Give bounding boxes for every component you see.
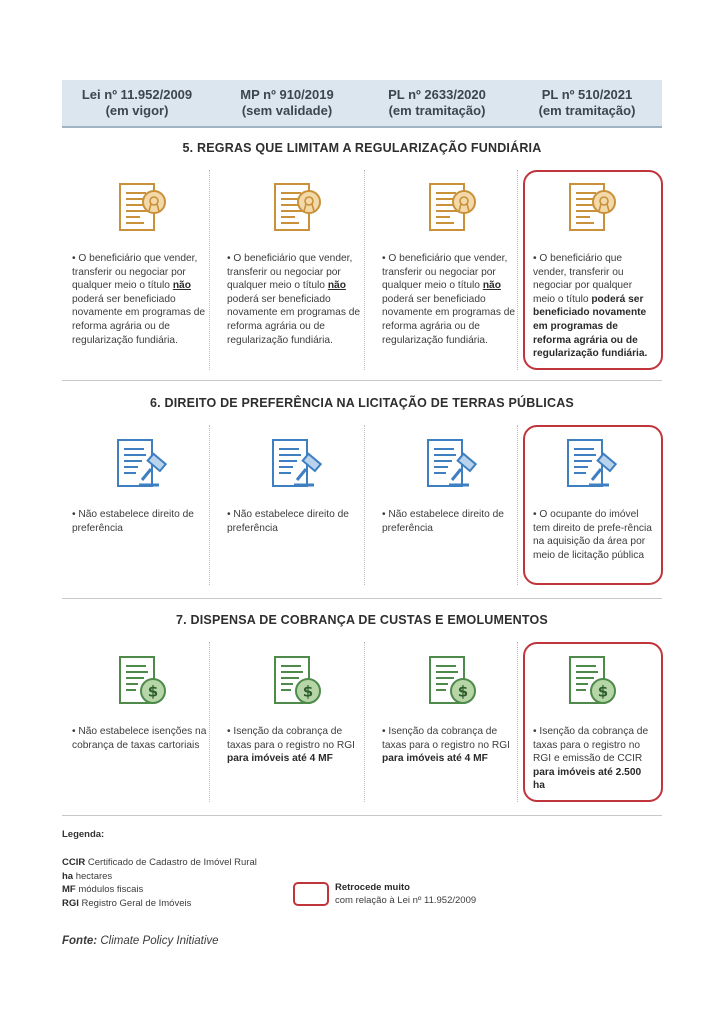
document-gavel-icon [423,436,483,494]
section-6-text: • Não estabelece direito de preferência [382,509,504,534]
legend-list [62,856,257,910]
section-7-cell-lei-11952 [72,653,214,752]
legend-swatch-label: Retrocede muito com relação à Lei nº 11.952/2009 [335,882,477,906]
document-dollar-icon [270,653,326,711]
header-col-pl-2633: PL nº 2633/2020 (em tramitação) [388,87,486,118]
section-5-text: • O beneficiário que vender, transferir ou negociar por qualquer meio o título poderá ser beneficiado novamente em programas de reforma agrária ou de regularização fundiária. [533,253,648,360]
section-6-cell-mp-910 [227,436,369,535]
section-6-cell-lei-11952 [72,436,214,535]
section-5-text: • O beneficiário que vender, transferir ou negociar por qualquer meio o título não poderá ser beneficiado novamente em programas de reforma agrária ou de regularização fundiária. [72,253,206,346]
section-7-text: • Isenção da cobrança de taxas para o registro no RGI e emissão de CCIR para imóveis até 2.500 ha [533,726,649,792]
section-5-cell-pl-2633 [382,180,524,347]
document-dollar-icon [565,653,621,711]
section-7-title: 7. DISPENSA DE COBRANÇA DE CUSTAS E EMOLUMENTOS [176,613,548,627]
section-6-text: • Não estabelece direito de preferência [72,509,194,534]
legend-item: CCIR Certificado de Cadastro de Imóvel Rural [62,857,257,868]
section-6-text: • O ocupante do imóvel tem direito de prefe-rência na aquisição da área por meio de licitação pública [533,509,652,561]
document-dollar-icon [115,653,171,711]
section-7-cell-pl-510 [533,653,653,793]
certificate-document-icon [115,180,171,238]
svg-text:$: $ [302,682,314,701]
section-5-cell-mp-910 [227,180,369,347]
legend-title: Legenda: [62,829,105,840]
certificate-document-icon [565,180,621,238]
certificate-document-icon [270,180,326,238]
header-col-mp-910: MP nº 910/2019 (sem validade) [240,87,334,118]
legend-item: MF módulos fiscais [62,884,144,895]
law-header-bar [62,80,662,128]
document-gavel-icon [268,436,328,494]
section-6-text: • Não estabelece direito de preferência [227,509,349,534]
legend-item: RGI Registro Geral de Imóveis [62,897,192,909]
header-col-lei-11952: Lei nº 11.952/2009 (em vigor) [81,87,193,118]
section-6-cell-pl-2633 [382,436,524,535]
section-7-text: • Não estabelece isenções na cobrança de taxas cartoriais [72,726,207,751]
svg-text:$: $ [147,682,159,701]
section-5-cell-pl-510 [533,180,653,361]
section-5-title: 5. REGRAS QUE LIMITAM A REGULARIZAÇÃO FUNDIÁRIA [182,141,542,155]
certificate-document-icon [425,180,481,238]
section-7-cell-mp-910 [227,653,369,766]
divider [62,815,662,816]
section-6-title: 6. DIREITO DE PREFERÊNCIA NA LICITAÇÃO DE TERRAS PÚBLICAS [150,396,574,410]
legend-item: ha hectares [62,870,113,882]
section-5-cell-lei-11952 [72,180,214,347]
section-5-text: • O beneficiário que vender, transferir ou negociar por qualquer meio o título não poderá ser beneficiado novamente em programas de reforma agrária ou de regularização fundiária. [227,253,361,346]
document-gavel-icon [113,436,173,494]
source-note: Fonte: Climate Policy Initiative [62,935,219,947]
section-7-cell-pl-2633 [382,653,524,766]
section-7-text: • Isenção da cobrança de taxas para o registro no RGI para imóveis até 4 MF [227,726,355,765]
document-dollar-icon [425,653,481,711]
document-gavel-icon [563,436,623,494]
header-col-pl-510: PL nº 510/2021 (em tramitação) [538,87,636,118]
section-5-text: • O beneficiário que vender, transferir ou negociar por qualquer meio o título não poderá ser beneficiado novamente em programas de reforma agrária ou de regularização fundiária. [382,253,516,346]
divider [62,380,662,381]
section-6-cell-pl-510 [533,436,653,562]
svg-text:$: $ [597,682,609,701]
svg-text:$: $ [457,682,469,701]
section-7-text: • Isenção da cobrança de taxas para o registro no RGI para imóveis até 4 MF [382,726,510,765]
legend-swatch-box [293,882,329,906]
divider [62,598,662,599]
